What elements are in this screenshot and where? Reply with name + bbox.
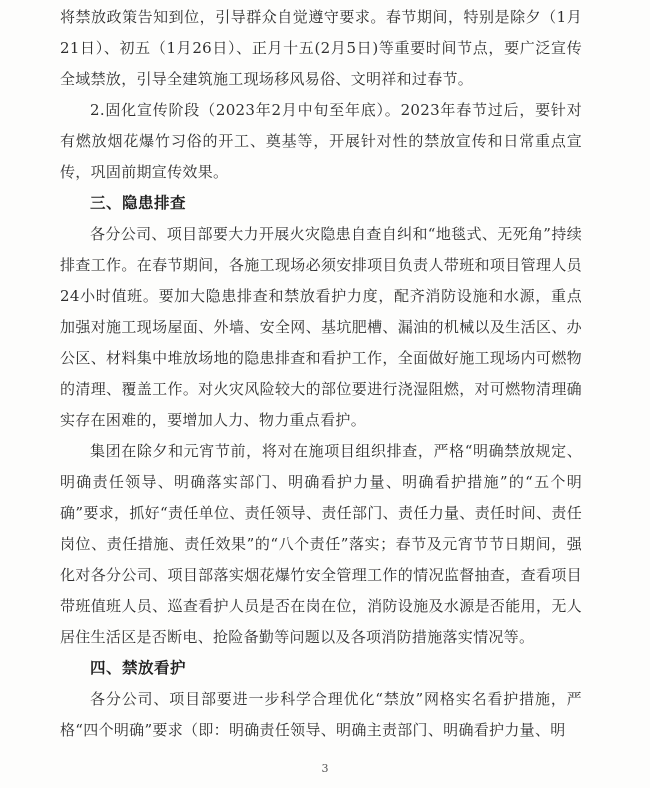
paragraph-group-inspection: 集团在除夕和元宵节前，将对在施项目组织排查，严格“明确禁放规定、明确责任领导、明确落实部门、明确看护力量、明确看护措施”的“五个明确”要求，抓好“责任单位、责任领导、责任部门、责任力量、责任时间、责任岗位、责任措施、责任效果”的“八个责任”落实；春节及元宵节节日期间，强化对各分公司、项目部落实烟花爆竹安全管理工作的情况监督抽查，查看项目带班值班人员、巡查看护人员是否在岗在位，消防设施及水源是否能用，无人居住生活区是否断电、抢险备勤等问题以及各项消防措施落实情况等。 [60, 442, 582, 646]
section-heading-ban-guarding: 四、禁放看护 [90, 659, 187, 677]
paragraph-consolidation-stage: 2.固化宣传阶段（2023年2月中旬至年底）。2023年春节过后，要针对有燃放烟花爆竹习俗的开工、奠基等，开展针对性的禁放宣传和日常重点宣传，巩固前期宣传效果。 [60, 101, 582, 181]
section-heading-hazard-inspection: 三、隐患排查 [90, 194, 187, 212]
paragraph-policy-notice: 将禁放政策告知到位，引导群众自觉遵守要求。春节期间，特别是除夕（1月21日）、初五（1月26日）、正月十五(2月5日)等重要时间节点，要广泛宣传全域禁放，引导全建筑施工现场移风易俗、文明祥和过春节。 [60, 8, 582, 88]
paragraph-ban-guarding: 各分公司、项目部要进一步科学合理优化“禁放”网格实名看护措施，严格“四个明确”要求（即：明确责任领导、明确主责部门、明确看护力量、明 [60, 690, 582, 739]
page-number: 3 [321, 762, 329, 775]
paragraph-hazard-inspection: 各分公司、项目部要大力开展火灾隐患自查自纠和“地毯式、无死角”持续排查工作。在春节期间，各施工现场必须安排项目负责人带班和项目管理人员24小时值班。要加大隐患排查和禁放看护力度，配齐消防设施和水源，重点加强对施工现场屋面、外墙、安全网、基坑肥槽、漏油的机械以及生活区、办公区、材料集中堆放场地的隐患排查和看护工作，全面做好施工现场内可燃物的清理、覆盖工作。对火灾风险较大的部位要进行浇湿阻燃，对可燃物清理确实存在困难的，要增加人力、物力重点看护。 [60, 225, 582, 429]
